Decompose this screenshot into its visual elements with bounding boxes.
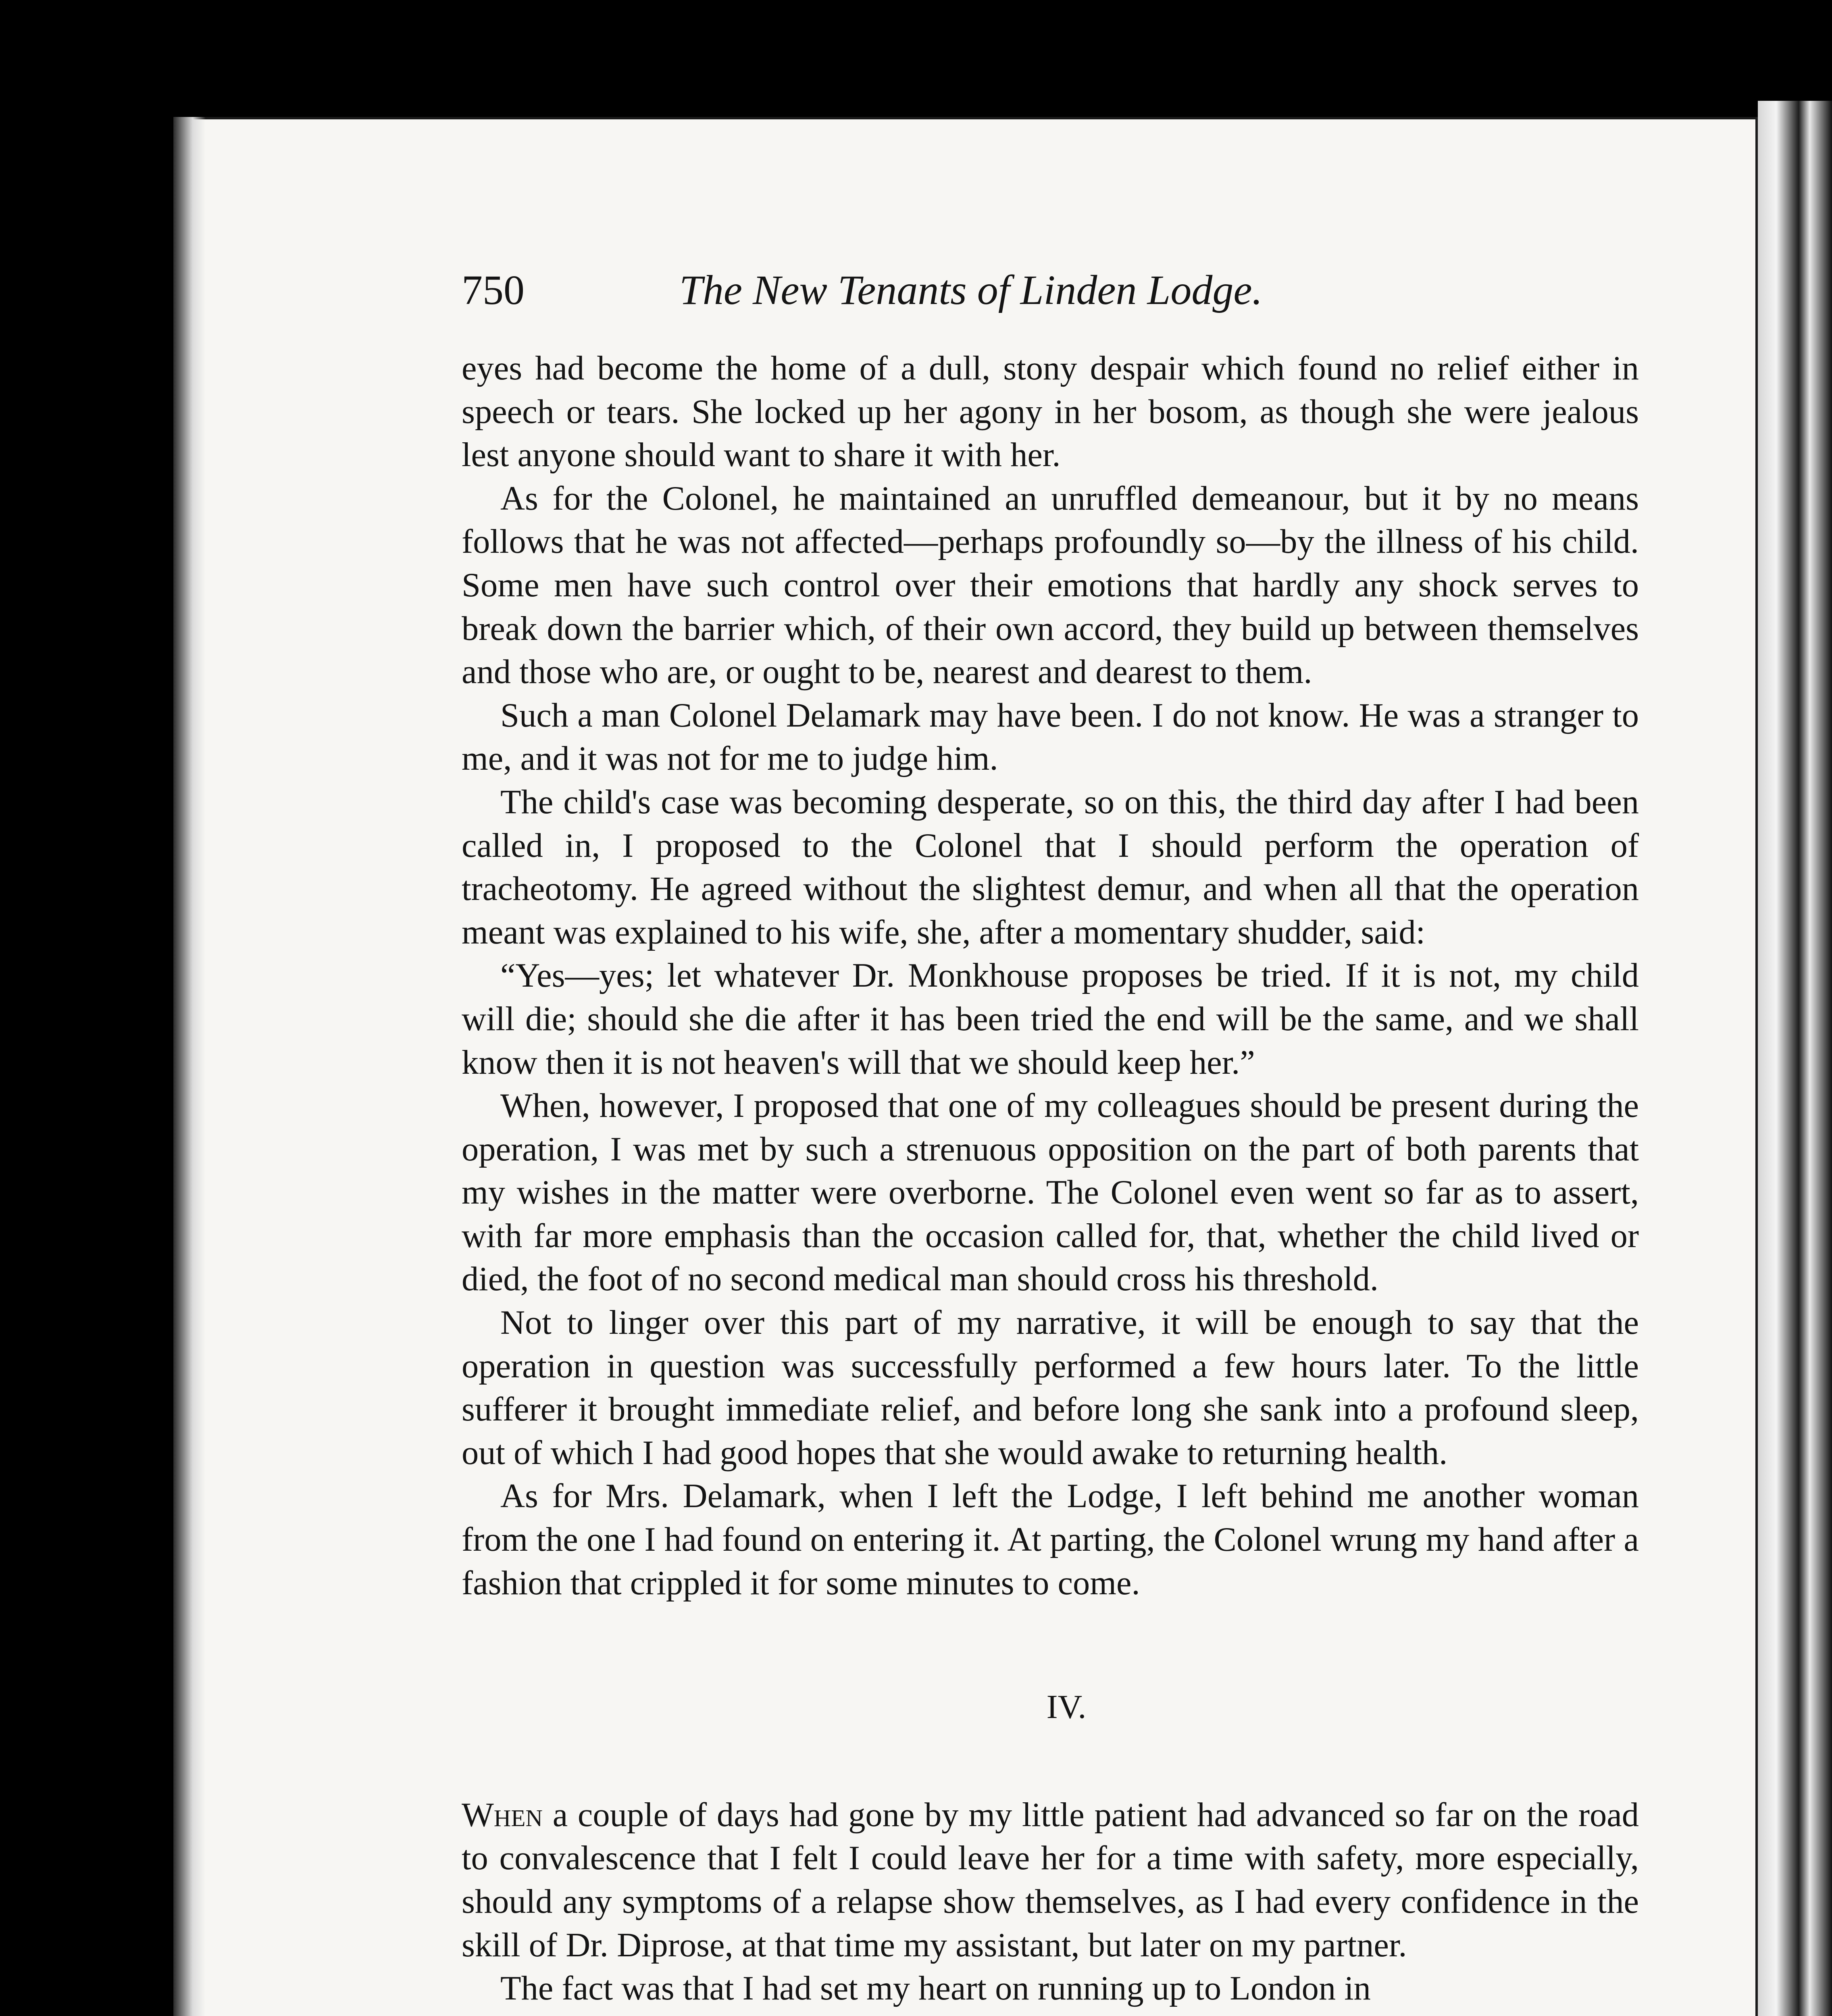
paragraph-rest: a couple of days had gone by my little patient had advanced so far on the road to convalescence that I felt I could leave her for a time with safety, more especially, should any symptoms of a relapse show themselves, as I had every confidence in the skill of Dr. Diprose, at that time my assistant, but later on my partner. bbox=[462, 1796, 1639, 1964]
paragraph: Not to linger over this part of my narrative, it will be enough to say that the operation in question was successfully performed a few hours later. To the little sufferer it brought immediate relief, and before long she sank into a profound sleep, out of which I had good hopes that she would awake to returning health. bbox=[462, 1304, 1639, 1472]
book-spine-edge bbox=[1758, 101, 1832, 2016]
paragraph: eyes had become the home of a dull, stony despair which found no relief either in speech or tears. She locked up her agony in her bosom, as though she were jealous lest anyone should want to share it with her. bbox=[462, 350, 1639, 474]
paragraph: Such a man Colonel Delamark may have been. I do not know. He was a stranger to me, and it was not for me to judge him. bbox=[462, 696, 1639, 778]
paragraph: The child's case was becoming desperate, so on this, the third day after I had been called in, I proposed to the Colonel that I should perform the operation of tracheotomy. He agreed without the slightest demur, and when all that the operation meant was explained to his wife, she, after a momentary shudder, said: bbox=[462, 783, 1639, 951]
paragraph: As for the Colonel, he maintained an unruffled demeanour, but it by no means follows that he was not affected—perhaps profoundly so—by the illness of his child. Some men have such control over their emotions that hardly any shock serves to break down the barrier which, of their own accord, they build up between themselves and those who are, or ought to be, nearest and dearest to them. bbox=[462, 479, 1639, 691]
paragraph: When, however, I proposed that one of my colleagues should be present during the operation, I was met by such a strenuous opposition on the part of both parents that my wishes in the matter were overborne. The Colonel even went so far as to assert, with far more emphasis than the occasion called for, that, whether the child lived or died, the foot of no second medical man should cross his threshold. bbox=[462, 1087, 1639, 1298]
page-number: 750 bbox=[462, 267, 525, 313]
section-heading: IV. bbox=[1046, 1688, 1087, 1726]
paragraph: As for Mrs. Delamark, when I left the Lodge, I left behind me another woman from the one I had found on entering it. At parting, the Colonel wrung my hand after a fashion that crippled it for some minutes to come. bbox=[462, 1477, 1639, 1602]
lead-word: When bbox=[462, 1796, 543, 1834]
paragraph: The fact was that I had set my heart on running up to London in bbox=[500, 1970, 1371, 2008]
body-text bbox=[462, 347, 1639, 2010]
running-title: The New Tenants of Linden Lodge. bbox=[679, 267, 1263, 313]
paragraph: “Yes—yes; let whatever Dr. Monkhouse proposes be tried. If it is not, my child will die; should she die after it has been tried the end will be the same, and we shall know then it is not heaven's will that we should keep her.” bbox=[462, 957, 1639, 1081]
running-head bbox=[462, 266, 1639, 327]
page-content bbox=[462, 266, 1639, 2010]
section-first-paragraph bbox=[462, 1793, 1639, 1967]
